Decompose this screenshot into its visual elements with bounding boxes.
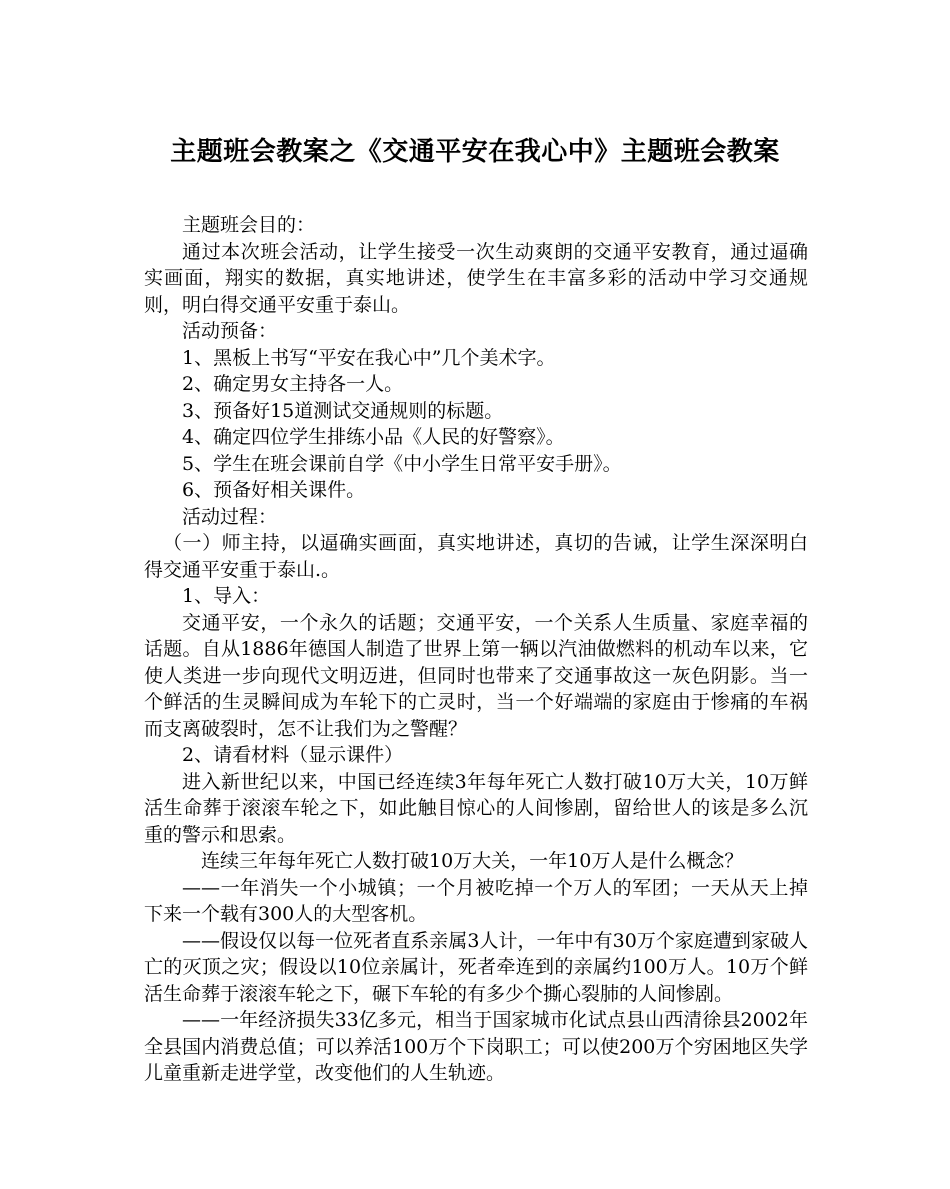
document-body — [144, 212, 808, 1087]
paragraph-material: 进入新世纪以来，中国已经连续3年每年死亡人数打破10万大关，10万鲜活生命葬于滚滚车轮之下，如此触目惊心的人间惨剧，留给世人的该是多么沉重的警示和思索。 — [144, 770, 808, 846]
paragraph-point-three: ——一年经济损失33亿多元，相当于国家城市化试点县山西清徐县2002年全县国内消费总值；可以养活100万个下岗职工；可以使200万个穷困地区失学儿童重新走进学堂，改变他们的人生轨迹。 — [144, 1009, 808, 1084]
paragraph-material-heading: 2、请看材料（显示课件） — [182, 744, 404, 766]
paragraph-point-two: ——假设仅以每一位死者直系亲属3人计，一年中有30万个家庭遭到家破人亡的灭顶之灾；假设以10位亲属计，死者牵连到的亲属约100万人。10万个鲜活生命葬于滚滚车轮之下，碾下车轮的有多少个撕心裂肺的人间惨剧。 — [144, 929, 808, 1005]
paragraph-purpose: 通过本次班会活动，让学生接受一次生动爽朗的交通平安教育，通过逼确实画面，翔实的数据，真实地讲述，使学生在丰富多彩的活动中学习交通规则，明白得交通平安重于泰山。 — [144, 240, 808, 316]
paragraph-purpose-heading: 主题班会目的： — [182, 214, 316, 236]
paragraph-section-one: （一）师主持，以逼确实画面，真实地讲述，真切的告诫，让学生深深明白得交通平安重于泰山.。 — [144, 532, 808, 581]
paragraph-point-one: ——一年消失一个小城镇；一个月被吃掉一个万人的军团；一天从天上掉下来一个载有300人的大型客机。 — [144, 876, 808, 925]
paragraph-intro-heading: 1、导入： — [182, 585, 271, 607]
list-item: 4、确定四位学生排练小品《人民的好警察》。 — [182, 426, 565, 448]
list-item: 6、预备好相关课件。 — [182, 479, 366, 501]
paragraph-intro: 交通平安，一个永久的话题；交通平安，一个关系人生质量、家庭幸福的话题。自从1886年德国人制造了世界上第一辆以汽油做燃料的机动车以来，它使人类进一步向现代文明迈进，但同时也带来了交通事故这一灰色阴影。当一个鲜活的生灵瞬间成为车轮下的亡灵时，当一个好端端的家庭由于惨痛的车祸而支离破裂时，怎不让我们为之警醒？ — [144, 611, 808, 740]
paragraph-preparation-heading: 活动预备： — [182, 320, 278, 342]
paragraph-process-heading: 活动过程： — [182, 505, 278, 528]
document-title: 主题班会教案之《交通平安在我心中》主题班会教案 — [170, 137, 780, 167]
paragraph-question: 连续三年每年死亡人数打破10万大关，一年10万人是什么概念？ — [201, 850, 744, 872]
list-item: 1、黑板上书写“平安在我心中”几个美术字。 — [182, 346, 556, 369]
list-item: 3、预备好15道测试交通规则的标题。 — [182, 399, 504, 422]
list-item: 5、学生在班会课前自学《中小学生日常平安手册》。 — [182, 452, 622, 475]
list-item: 2、确定男女主持各一人。 — [182, 373, 404, 395]
